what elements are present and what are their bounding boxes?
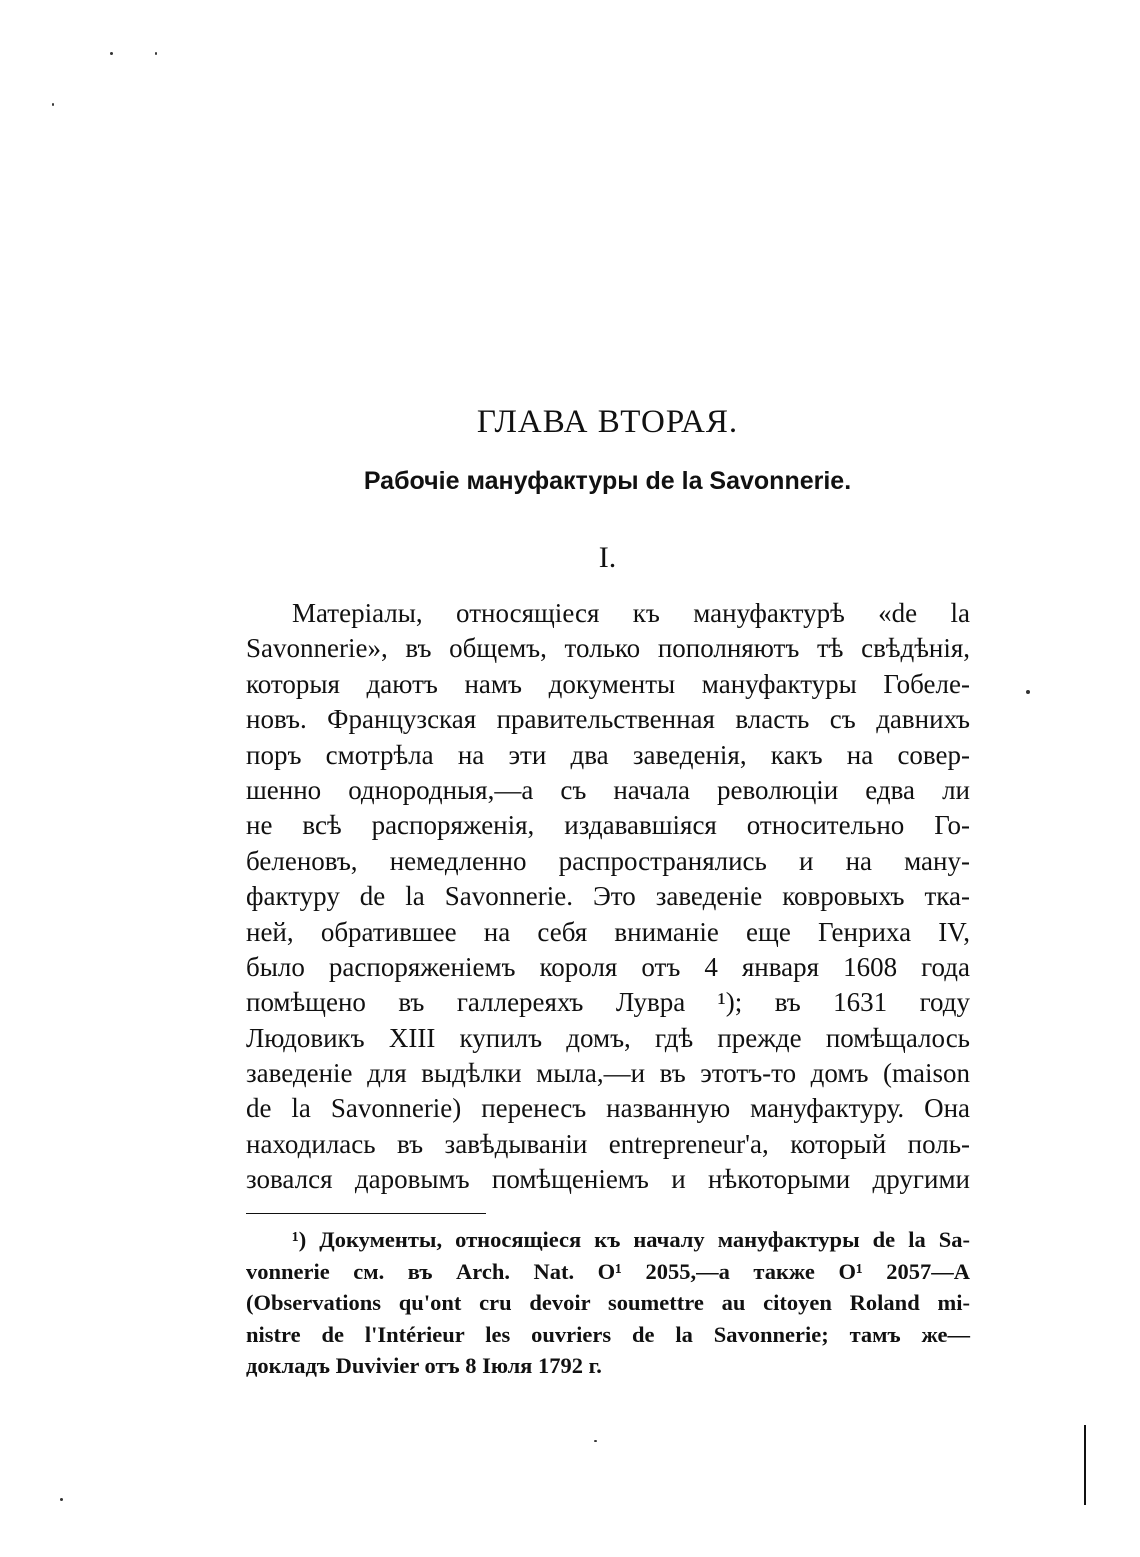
- footnote-line: (Observations qu'ont cru devoir soumettre au citoyen Roland mi-: [246, 1290, 970, 1315]
- paragraph-line: заведеніе для выдѣлки мыла,—и въ этотъ-то домъ (maison: [246, 1058, 970, 1089]
- paragraph-line: поръ смотрѣла на эти два заведенія, какъ на совер-: [246, 739, 970, 770]
- paragraph-line: шенно однородныя,—а съ начала революціи едва ли: [246, 774, 970, 805]
- footnote-line: vonnerie см. въ Arch. Nat. O¹ 2055,—а также O¹ 2057—A: [246, 1258, 970, 1284]
- scan-speck: [110, 52, 113, 55]
- footnote: [246, 1224, 970, 1382]
- paragraph-line: ней, обратившее на себя вниманіе еще Генриха IV,: [246, 916, 970, 947]
- paragraph-line: беленовъ, немедленно распространялись и на ману-: [246, 845, 970, 876]
- paragraph-line: Людовикъ XIII купилъ домъ, гдѣ прежде помѣщалось: [246, 1022, 970, 1053]
- footnote-divider: [246, 1213, 486, 1214]
- paragraph-line: de la Savonnerie) перенесъ названную мануфактуру. Она: [246, 1093, 970, 1124]
- paragraph-line: зовался даровымъ помѣщеніемъ и нѣкоторыми другими: [246, 1164, 970, 1195]
- paragraph-line: было распоряженіемъ короля отъ 4 января 1608 года: [246, 951, 970, 982]
- footnote-line: докладъ Duvivier отъ 8 Іюля 1792 г.: [246, 1353, 602, 1378]
- footnote-line: ¹) Документы, относящіеся къ началу мануфактуры de la Sa-: [292, 1227, 970, 1252]
- scan-speck: [60, 1498, 63, 1501]
- paragraph-line: находилась въ завѣдываніи entrepreneur'а, который поль-: [246, 1128, 970, 1159]
- paragraph-line: Матеріалы, относящіеся къ мануфактурѣ «de la: [292, 598, 970, 628]
- scan-speck: [155, 52, 157, 55]
- scan-edge-line: [1084, 1425, 1086, 1505]
- footnote-line: nistre de l'Intérieur les ouvriers de la Savonnerie; тамъ же—: [246, 1321, 970, 1347]
- chapter-subtitle: Рабочіе мануфактуры de la Savonnerie.: [363, 467, 852, 495]
- chapter-title: ГЛАВА ВТОРАЯ.: [476, 404, 739, 440]
- scan-speck: [52, 103, 54, 106]
- paragraph-line: не всѣ распоряженія, издававшіяся относительно Го-: [246, 810, 970, 841]
- scan-speck: [1026, 690, 1030, 694]
- scan-speck: [594, 1440, 597, 1442]
- paragraph-line: Savonnerie», въ общемъ, только пополняютъ тѣ свѣдѣнія,: [246, 633, 970, 664]
- paragraph-line: которыя даютъ намъ документы мануфактуры Гобеле-: [246, 668, 970, 699]
- paragraph-line: помѣщено въ галлереяхъ Лувра ¹); въ 1631 году: [246, 987, 970, 1018]
- paragraph-line: фактуру de la Savonnerie. Это заведеніе ковровыхъ тка-: [246, 881, 970, 912]
- main-paragraph: [246, 596, 970, 1198]
- paragraph-line: новъ. Французская правительственная власть съ давнихъ: [246, 704, 970, 735]
- section-number: I.: [598, 541, 617, 574]
